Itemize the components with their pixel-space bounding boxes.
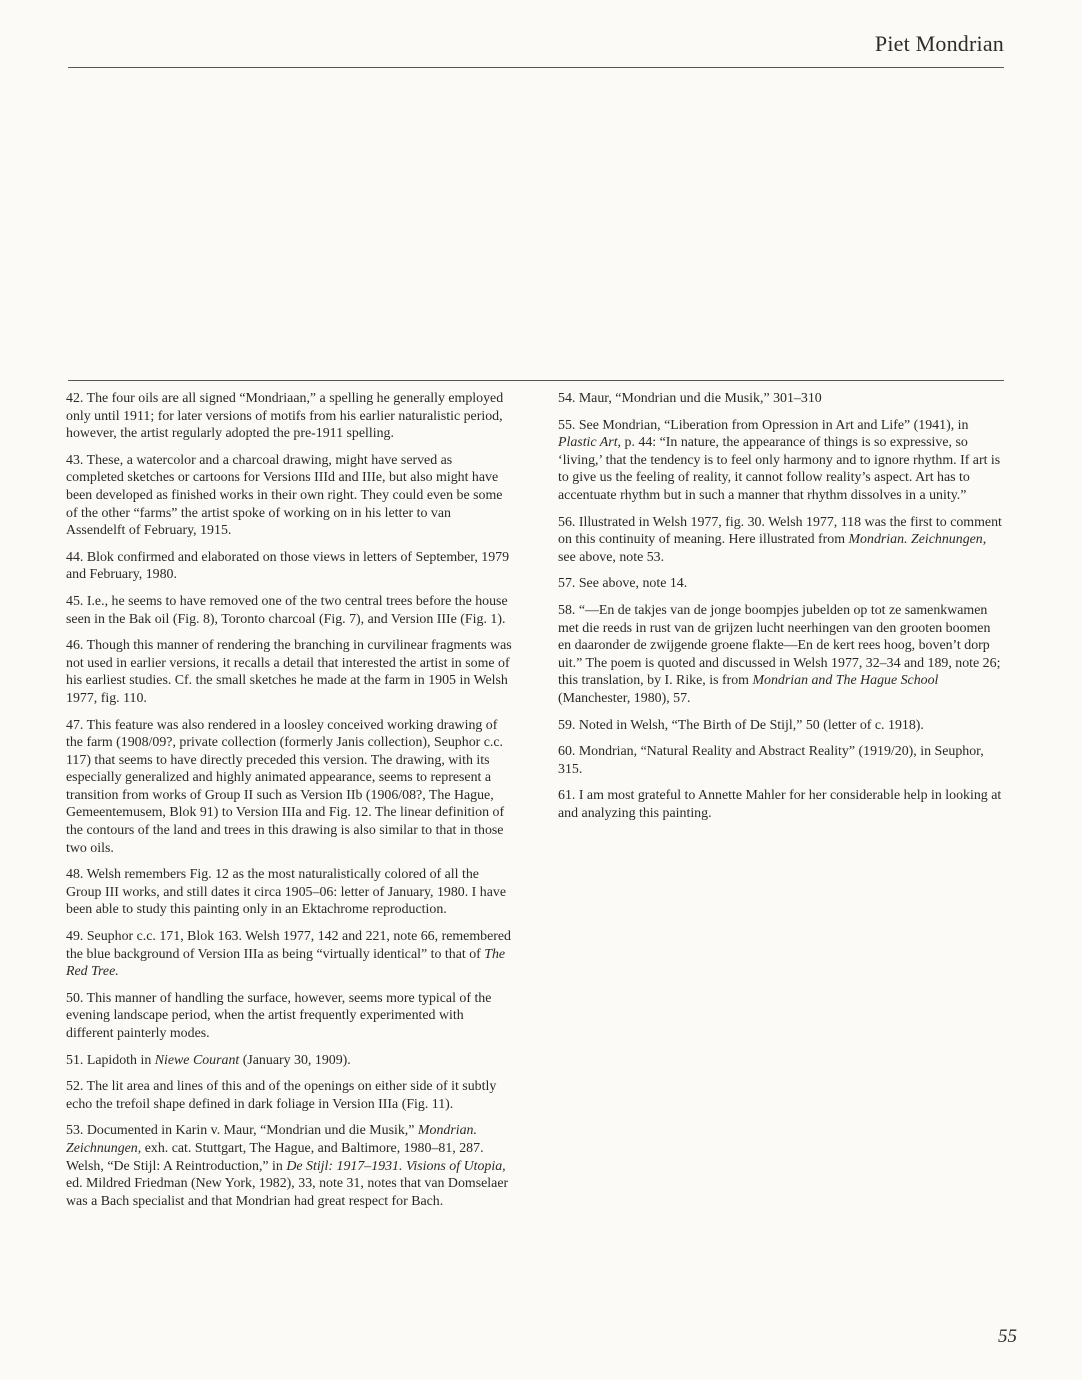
endnote-56: [558, 514, 1006, 567]
endnote-60: 60. Mondrian, “Natural Reality and Abstract Reality” (1919/20), in Seuphor, 315.: [558, 744, 984, 777]
endnote-text: 51. Lapidoth in: [66, 1052, 155, 1068]
page-number: 55: [998, 1326, 1017, 1347]
endnote-54: 54. Maur, “Mondrian und die Musik,” 301–310: [558, 391, 822, 406]
endnote-53: [66, 1122, 512, 1210]
endnote-text: 55. See Mondrian, “Liberation from Opression in Art and Life” (1941), in: [558, 417, 969, 433]
endnote-italic-title: Mondrian. Zeichnungen,: [848, 532, 987, 548]
endnote-italic-title: The Red Tree.: [66, 946, 506, 980]
endnote-italic-title: De Stijl: 1917–1931. Visions of Utopia,: [286, 1158, 506, 1174]
endnote-44: 44. Blok confirmed and elaborated on those views in letters of September, 1979 and February, 1980.: [66, 549, 510, 583]
endnote-51: [66, 1052, 512, 1070]
endnote-57: 57. See above, note 14.: [558, 576, 688, 592]
endnote-italic-title: Plastic Art,: [558, 435, 622, 451]
endnote-46: 46. Though this manner of rendering the branching in curvilinear fragments was not used in earlier versions, it recalls a detail that interested the artist in some of his earliest studies. Cf. the small sketches he made at the farm in 1905 in Welsh 1977, fig. 110.: [66, 638, 512, 706]
notes-rule: [68, 380, 1004, 381]
endnote-47: 47. This feature was also rendered in a loosley conceived working drawing of the farm (1908/09?, private collection (formerly Janis collection), Seuphor c.c. 117) that seems to have directly preceded this version. The drawing, with its especially generalized and highly animated appearance, seems to represent a transition from works of Group II such as Version IIb (1906/08?, The Hague, Gemeentemusem, Blok 91) to Version IIIa and Fig. 12. The linear definition of the contours of the land and trees in this drawing is also similar to that in those two oils.: [66, 717, 505, 856]
endnote-50: 50. This manner of handling the surface, however, seems more typical of the evening landscape period, when the artist frequently experimented with different painterly modes.: [66, 990, 492, 1041]
endnote-52: 52. The lit area and lines of this and of the openings on either side of it subtly echo the trefoil shape defined in dark foliage in Version IIIa (Fig. 11).: [66, 1079, 497, 1112]
endnote-55: [558, 417, 1006, 505]
endnote-text: ed. Mildred Friedman (New York, 1982), 33, note 31, notes that van Domselaer was a Bach specialist and that Mondrian had great respect for Bach.: [66, 1176, 509, 1209]
endnote-45: 45. I.e., he seems to have removed one of the two central trees before the house seen in the Bak oil (Fig. 8), Toronto charcoal (Fig. 7), and Version IIIe (Fig. 1).: [66, 593, 508, 627]
endnote-61: 61. I am most grateful to Annette Mahler for her considerable help in looking at and analyzing this painting.: [558, 788, 1002, 821]
endnote-59: 59. Noted in Welsh, “The Birth of De Stijl,” 50 (letter of c. 1918).: [558, 717, 924, 733]
endnote-42: 42. The four oils are all signed “Mondriaan,” a spelling he generally employed only until 1911; for later versions of motifs from his earlier naturalistic period, however, the artist regularly adopted the pre-1911 spelling.: [66, 391, 504, 442]
endnote-58: [558, 602, 1006, 708]
endnote-text: 49. Seuphor c.c. 171, Blok 163. Welsh 1977, 142 and 221, note 66, remembered the blue background of Version IIIa as being “virtually identical” to that of: [66, 929, 511, 962]
endnote-48: 48. Welsh remembers Fig. 12 as the most naturalistically colored of all the Group III works, and still dates it circa 1905–06: letter of January, 1980. I have been able to study this painting only in an Ektachrome reproduction.: [66, 867, 507, 918]
endnote-text: 56. Illustrated in Welsh 1977, fig. 30. Welsh 1977, 118 was the first to comment on this continuity of meaning. Here illustrated from: [558, 514, 1002, 548]
endnote-text: see above, note 53.: [558, 549, 665, 565]
endnote-italic-title: Niewe Courant: [154, 1052, 240, 1068]
endnote-text: 58. “—En de takjes van de jonge boompjes jubelden op tot ze samenkwamen met die reeds in rust van de grijzen lucht neerhingen van den grooten boomen en daaronder de zwijgende groene flakte—En de kert rees hoog, boven’t dorp uit.” The poem is quoted and discussed in Welsh 1977, 32–34 and 189, note 26; this translation, by I. Rike, is from: [558, 602, 1001, 689]
notes-column-left: [66, 390, 512, 1219]
header-rule: [68, 67, 1004, 68]
endnote-43: 43. These, a watercolor and a charcoal drawing, might have served as completed sketches or cartoons for Versions IIId and IIIe, but also might have been developed as finished works in their own right. They could even be some of the other “farms” the artist spoke of working on in his letter to van Assendelft of February, 1915.: [66, 452, 503, 539]
endnote-italic-title: Mondrian. Zeichnungen,: [66, 1123, 477, 1156]
endnote-italic-title: Mondrian and The Hague School: [752, 673, 939, 689]
endnote-text: 53. Documented in Karin v. Maur, “Mondrian und die Musik,”: [66, 1123, 418, 1139]
notes-column-right: [558, 390, 1006, 831]
endnote-text: (January 30, 1909).: [239, 1052, 351, 1068]
endnote-text: exh. cat. Stuttgart, The Hague, and Baltimore, 1980–81, 287. Welsh, “De Stijl: A Reintroduction,” in: [66, 1140, 484, 1174]
endnote-text: (Manchester, 1980), 57.: [558, 690, 691, 706]
running-head-title: Piet Mondrian: [874, 31, 1004, 56]
endnote-49: [66, 928, 512, 981]
endnote-text: p. 44: “In nature, the appearance of things is so expressive, so ‘living,’ that the tendency is to feel only harmony and to ignore rhythm. If art is to give us the feeling of reality, it cannot follow reality’s aspect. Art has to accentuate rhythm but in such a manner that rhythm dissolves in a unity.”: [558, 435, 1001, 503]
